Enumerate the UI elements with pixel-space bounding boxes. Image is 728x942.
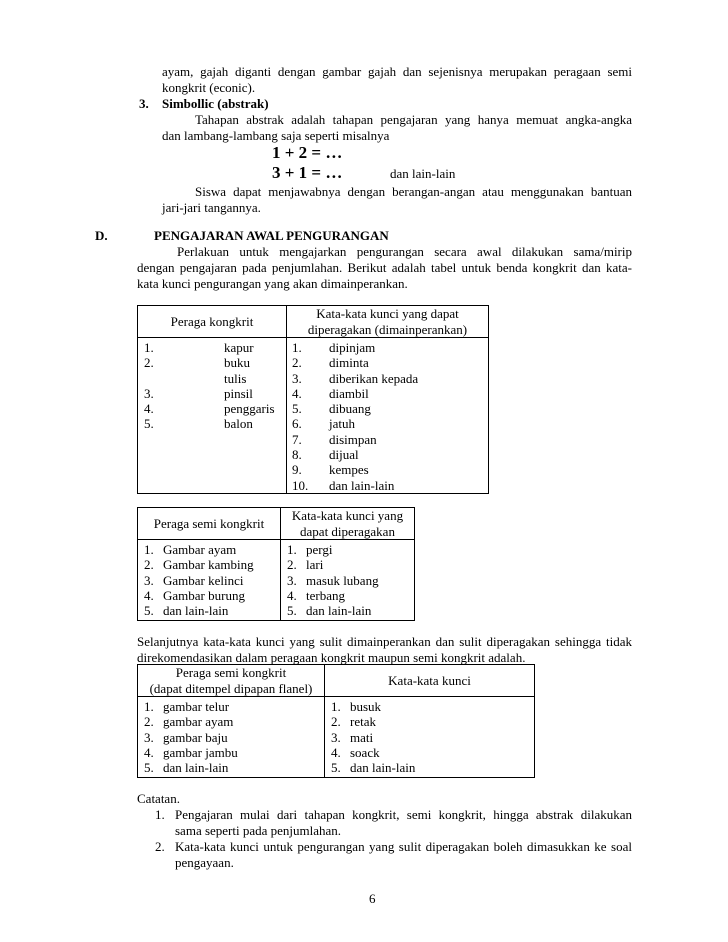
page-number: 6	[369, 891, 376, 906]
paragraph-line: kongkrit (econic).	[162, 80, 256, 95]
list-item: 10. dan lain-lain	[292, 477, 395, 493]
list-item: 1. Gambar ayam	[144, 542, 237, 557]
paragraph-line: sama seperti pada penjumlahan.	[175, 823, 342, 838]
list-item: 1. gambar telur	[144, 699, 230, 714]
table-semi-concrete-props	[137, 507, 415, 621]
section-letter: D.	[95, 228, 108, 243]
list-item: 1. busuk	[331, 699, 382, 714]
list-item: tulis	[224, 370, 247, 386]
table-concrete-props	[137, 305, 489, 494]
list-item: 5. dibuang	[292, 401, 371, 417]
table-hard-keywords	[137, 664, 535, 778]
table-header: Kata-kata kunci yang dapat diperagakan (dimainperankan)	[287, 306, 489, 338]
list-item: 6. jatuh	[292, 416, 355, 432]
list-item: 4. diambil	[292, 385, 369, 401]
section-title: PENGAJARAN AWAL PENGURANGAN	[154, 228, 389, 243]
paragraph-line: Siswa dapat menjawabnya dengan berangan-angan atau menggunakan bantuan	[195, 184, 632, 199]
list-item: 8. dijual	[292, 447, 359, 463]
equation-note: dan lain-lain	[390, 166, 456, 181]
table-header: Kata-kata kunci yang dapat diperagakan	[281, 508, 415, 540]
notes-title: Catatan.	[137, 791, 180, 806]
paragraph-line: dengan pengajaran pada penjumlahan. Berikut adalah tabel untuk benda kongkrit dan kata-	[137, 260, 632, 275]
paragraph-line: Selanjutnya kata-kata kunci yang sulit dimainperankan dan sulit diperagakan sehingga tidak	[137, 634, 632, 649]
table-header: Peraga semi kongkrit	[138, 508, 281, 540]
list-item: 3. gambar baju	[144, 729, 228, 745]
list-item: 1. pergi	[287, 542, 333, 557]
list-item: 5. dan lain-lain	[331, 760, 416, 776]
list-item: 3. pinsil	[144, 385, 253, 401]
paragraph-line: Perlakuan untuk mengajarkan pengurangan secara awal dilakukan sama/mirip	[177, 244, 632, 259]
list-number: 3.	[139, 96, 149, 111]
table-header: Peraga semi kongkrit (dapat ditempel dipapan flanel)	[138, 665, 325, 697]
paragraph-line: direkomendasikan dalam peragaan kongkrit maupun semi kongkrit adalah.	[137, 650, 526, 665]
list-item: 2. diminta	[292, 355, 369, 371]
list-item: 4. penggaris	[144, 401, 275, 417]
list-item: 2. buku	[144, 355, 250, 371]
list-item: 3. masuk lubang	[287, 572, 379, 588]
list-item: 3. mati	[331, 729, 374, 745]
paragraph-line: dan lambang-lambang saja seperti misalnya	[162, 128, 390, 143]
list-item: 1. dipinjam	[292, 340, 376, 355]
list-item: 5. balon	[144, 416, 253, 432]
equation: 1 + 2 = …	[272, 143, 343, 162]
list-item: 4. soack	[331, 744, 380, 760]
list-item: 4. terbang	[287, 587, 345, 603]
list-item: 4. Gambar burung	[144, 587, 245, 603]
list-item: 3. Gambar kelinci	[144, 572, 244, 588]
list-item: 2. retak	[331, 714, 376, 730]
list-item: 5. dan lain-lain	[287, 603, 372, 619]
equation: 3 + 1 = …	[272, 163, 343, 182]
list-item: 5. dan lain-lain	[144, 760, 229, 776]
item-title: Simbollic (abstrak)	[162, 96, 269, 111]
list-item: 2. gambar ayam	[144, 714, 234, 730]
list-item: 3. diberikan kepada	[292, 370, 419, 386]
paragraph-line: pengayaan.	[175, 855, 234, 870]
paragraph-line: ayam, gajah diganti dengan gambar gajah dan sejenisnya merupakan peragaan semi	[162, 64, 632, 79]
table-header: Kata-kata kunci	[325, 665, 535, 697]
list-number: 2.	[155, 839, 165, 854]
list-item: 7. disimpan	[292, 431, 377, 447]
list-item: 2. lari	[287, 557, 324, 573]
paragraph-line: jari-jari tangannya.	[162, 200, 261, 215]
list-item: 4. gambar jambu	[144, 744, 238, 760]
list-item: 9. kempes	[292, 462, 369, 478]
list-item: 2. Gambar kambing	[144, 557, 254, 573]
list-number: 1.	[155, 807, 165, 822]
paragraph-line: Pengajaran mulai dari tahapan kongkrit, semi kongkrit, hingga abstrak dilakukan	[175, 807, 632, 822]
paragraph-line: Kata-kata kunci untuk pengurangan yang sulit diperagakan boleh dimasukkan ke soal	[175, 839, 632, 854]
list-item: 1. kapur	[144, 340, 254, 355]
paragraph-line: Tahapan abstrak adalah tahapan pengajaran yang hanya memuat angka-angka	[195, 112, 632, 127]
paragraph-line: kata kunci pengurangan yang akan dimainperankan.	[137, 276, 408, 291]
list-item: 5. dan lain-lain	[144, 603, 229, 619]
table-header: Peraga kongkrit	[138, 306, 287, 338]
